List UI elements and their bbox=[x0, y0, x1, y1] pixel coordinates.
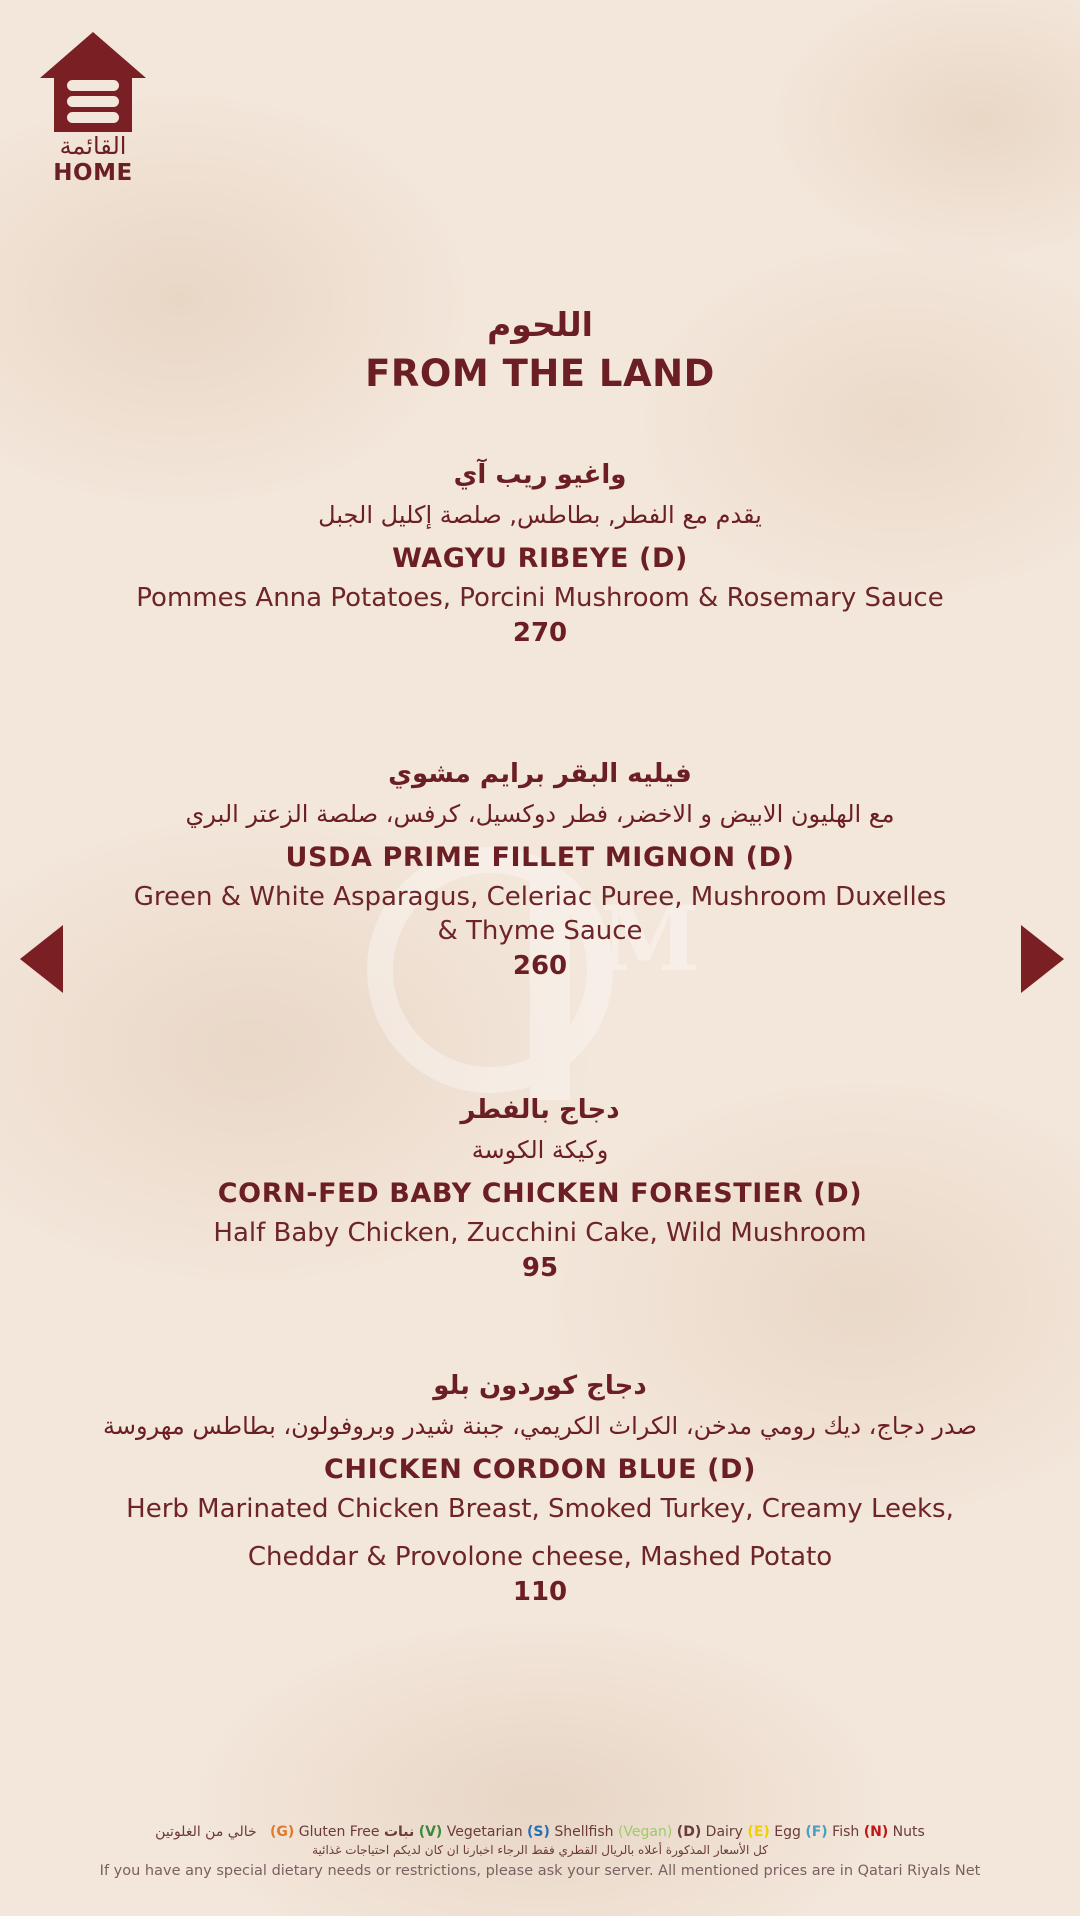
svg-text:M: M bbox=[600, 886, 700, 992]
home-label-ar: القائمة bbox=[59, 132, 127, 160]
menu-item-wagyu-ribeye bbox=[40, 455, 1040, 651]
item-desc-ar: وكيكة الكوسة bbox=[471, 1136, 609, 1164]
item-desc-ar: مع الهليون الابيض و الاخضر، فطر دوكسيل، كرفس، صلصة الزعتر البري bbox=[185, 800, 895, 828]
legend-veg-tag: (V) bbox=[418, 1824, 443, 1840]
item-name-en: CORN-FED BABY CHICKEN FORESTIER (D) bbox=[217, 1178, 863, 1209]
legend-egg-tag: (E) bbox=[747, 1824, 770, 1840]
item-name-ar: واغيو ريب آي bbox=[453, 460, 627, 490]
notice-ar: كل الأسعار المذكورة أعلاه بالريال القطري فقط الرجاء اخبارنا ان كان لديكم احتياجات غذائية bbox=[312, 1843, 768, 1857]
legend-dairy-en: Dairy bbox=[705, 1824, 743, 1840]
legend-vegan: (Vegan) bbox=[617, 1824, 673, 1840]
item-desc-en-line2: Cheddar & Provolone cheese, Mashed Potato bbox=[247, 1542, 833, 1572]
item-price: 270 bbox=[512, 618, 568, 648]
legend-shellfish-tag: (S) bbox=[527, 1824, 550, 1840]
legend-veg-ar: نبات bbox=[383, 1824, 415, 1840]
item-desc-ar: صدر دجاج، ديك رومي مدخن، الكراث الكريمي، جبنة شيدر وبروفولون، بطاطس مهروسة bbox=[103, 1412, 977, 1440]
allergen-legend bbox=[40, 1824, 1040, 1840]
home-label-en: HOME bbox=[53, 160, 133, 186]
legend-gluten-tag: (G) bbox=[270, 1824, 295, 1840]
menu-item-fillet-mignon bbox=[40, 754, 1040, 984]
item-desc-en: Herb Marinated Chicken Breast, Smoked Turkey, Creamy Leeks, bbox=[126, 1494, 954, 1524]
menu-item-baby-chicken bbox=[40, 1090, 1040, 1286]
item-desc-en-line2: & Thyme Sauce bbox=[437, 916, 643, 946]
item-desc-en: Pommes Anna Potatoes, Porcini Mushroom & Rosemary Sauce bbox=[136, 583, 944, 613]
menu-item-cordon-blue bbox=[40, 1366, 1040, 1610]
item-name-ar: فيليه البقر برايم مشوي bbox=[388, 759, 692, 789]
legend-egg-en: Egg bbox=[774, 1824, 801, 1840]
item-desc-en: Half Baby Chicken, Zucchini Cake, Wild Mushroom bbox=[213, 1218, 867, 1248]
legend-dairy-tag: (D) bbox=[676, 1824, 702, 1840]
item-desc-ar: يقدم مع الفطر, بطاطس, صلصة إكليل الجبل bbox=[318, 501, 762, 529]
legend-gluten-en: Gluten Free bbox=[298, 1824, 380, 1840]
item-name-ar: دجاج كوردون بلو bbox=[433, 1371, 647, 1401]
legend-fish-tag: (F) bbox=[805, 1824, 828, 1840]
legend-nuts-tag: (N) bbox=[863, 1824, 889, 1840]
legend-gluten-ar: خالي من الغلوتين bbox=[155, 1824, 257, 1840]
item-price: 110 bbox=[512, 1577, 568, 1607]
item-desc-en: Green & White Asparagus, Celeriac Puree, Mushroom Duxelles bbox=[133, 882, 947, 912]
item-price: 260 bbox=[512, 951, 568, 981]
home-icon bbox=[40, 32, 146, 132]
legend-veg-en: Vegetarian bbox=[446, 1824, 523, 1840]
legend-nuts-en: Nuts bbox=[892, 1824, 925, 1840]
section-title-ar: اللحوم bbox=[487, 305, 593, 344]
legend-fish-en: Fish bbox=[832, 1824, 860, 1840]
item-name-en: WAGYU RIBEYE (D) bbox=[392, 543, 688, 574]
home-button[interactable] bbox=[38, 32, 148, 186]
section-title-en: FROM THE LAND bbox=[365, 352, 715, 395]
notice-en: If you have any special dietary needs or restrictions, please ask your server. All mentioned prices are in Qatari Riyals Net bbox=[99, 1863, 981, 1879]
item-name-ar: دجاج بالفطر bbox=[460, 1095, 620, 1125]
item-name-en: CHICKEN CORDON BLUE (D) bbox=[323, 1454, 757, 1485]
item-name-en: USDA PRIME FILLET MIGNON (D) bbox=[285, 842, 795, 873]
legend-shellfish-en: Shellfish bbox=[554, 1824, 614, 1840]
item-price: 95 bbox=[521, 1253, 559, 1283]
